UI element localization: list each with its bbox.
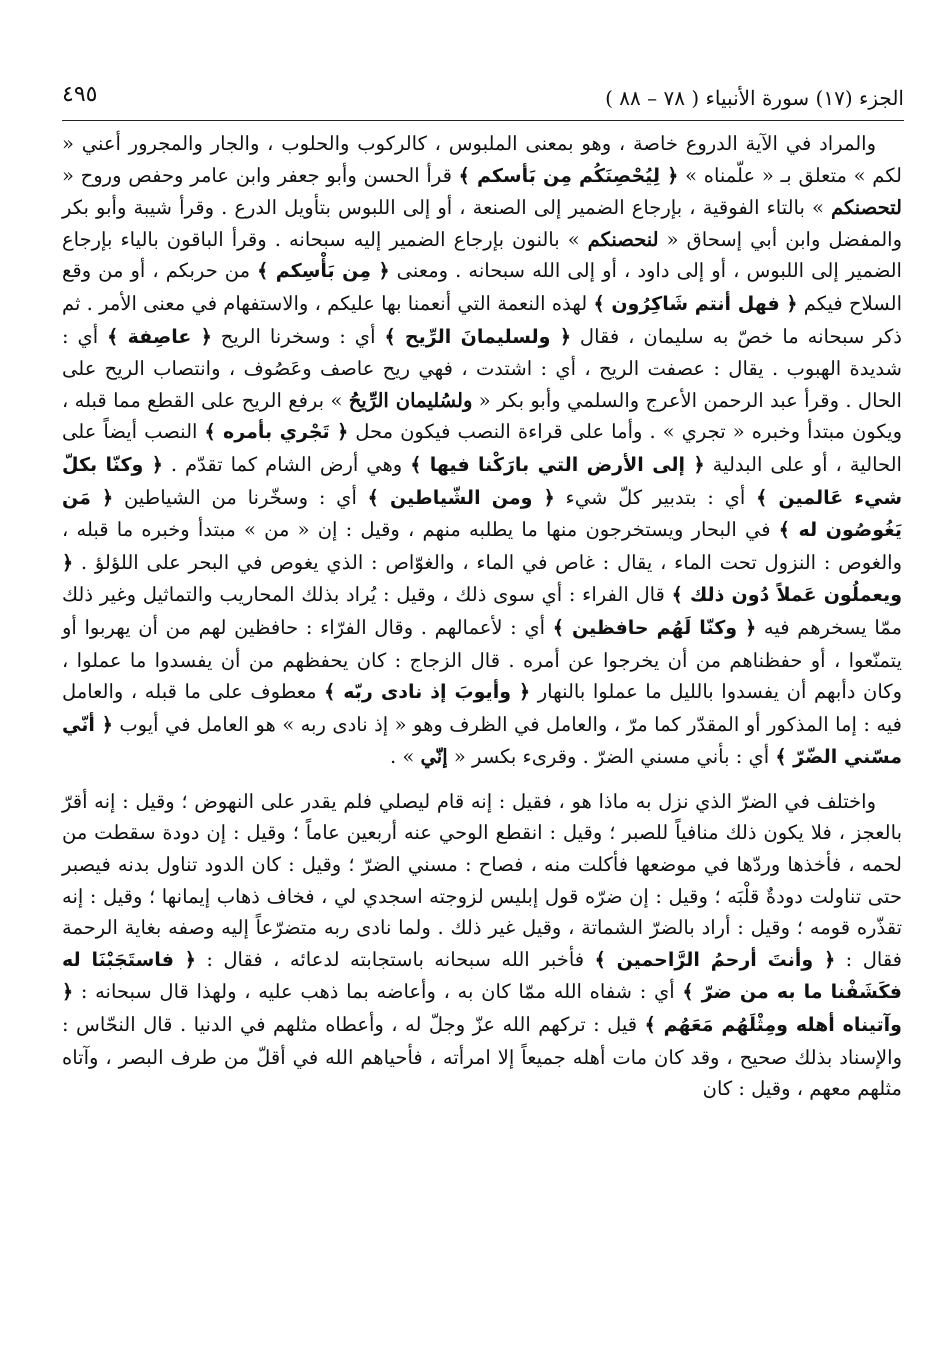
quran-verse: ﴿ ولسليمانَ الرِّيح ﴾ [384, 325, 571, 348]
text-run: النصب أيضاً على الحالية ، أو على البدلية [62, 420, 902, 476]
quran-verse: ﴿ إلى الأرض التي بارَكْنا فيها ﴾ [410, 453, 705, 476]
quran-verse: ﴿ أنّي مسّني الضّرّ ﴾ [62, 713, 902, 769]
page-header [62, 78, 904, 118]
reading-variant: لتحصنكم [831, 196, 902, 220]
text-run: » . [390, 745, 421, 769]
quran-verse: ﴿ فهل أنتم شَاكِرُون ﴾ [593, 292, 798, 315]
quran-verse: ﴿ ومن الشّياطين ﴾ [367, 486, 555, 509]
paragraph [62, 786, 902, 1105]
text-run: والمراد في الآية الدروع خاصة ، وهو بمعنى الملبوس ، كالركوب والحلوب ، والجار والمجرور أعني « لكم » متعلق بـ « علّمناه » [62, 132, 902, 187]
header-rule [62, 120, 904, 121]
paragraph [62, 128, 902, 774]
text-run: واختلف في الضرّ الذي نزل به ماذا هو ، فقيل : إنه قام ليصلي فلم يقدر على النهوض ؛ وقيل : إنه أقرّ بالعجز ، فلا يكون ذلك منافياً للصبر ؛ وقيل : انقطع الوحي عنه أربعين عاماً ؛ وقيل : إن دودة سقطت من لحمه ، فأخذها وردّها في موضعها فأكلت منه ، فصاح : مسني الضرّ ؛ وقيل : كان الدود تناول بدنه فيصبر حتى تناولت دودةٌ قلْبَه ؛ وقيل : إن ضرّه قول إبليس لزوجته اسجدي لي ، فخاف ذهاب إيمانها ؛ وقيل : إنه تقذّره قومه ؛ وقيل : أراد بالضرّ الشماتة ، وقيل غير ذلك . ولما نادى ربه متضرّعاً إليه وصفه بغاية الرحمة فقال : [62, 789, 902, 971]
reading-variant: لنحصنكم [587, 227, 659, 251]
text-run: قال الفراء : أي سوى ذلك ، وقيل : يُراد بذلك المحاريب والتماثيل وغير ذلك ممّا يسخرهم فيه [62, 583, 902, 639]
text-run: قيل : تركهم الله عزّ وجلّ له ، وأعطاه مثلهم في الدنيا . قال النحّاس : والإسناد بذلك صحيح ، وقد كان مات أهله جميعاً إلا امرأته ، فأحياهم الله في أقلّ من طرف البصر ، وآتاه مثلهم معهم ، وقيل : كان [62, 1013, 902, 1101]
text-run: » بالنون بإرجاع الضمير إليه سبحانه . وقرأ الباقون بالياء بإرجاع الضمير إلى اللبوس ، أو إلى داود ، أو إلى الله سبحانه . ومعنى [62, 227, 902, 283]
quran-verse: ﴿ تَجْري بأمره ﴾ [204, 421, 349, 444]
reading-variant: إنّي [420, 745, 448, 769]
quran-verse: ﴿ وأنتَ أرحمُ الرَّاحمين ﴾ [594, 948, 836, 971]
page-number: ٤٩٥ [62, 82, 98, 107]
text-run: أي : لأعمالهم . وقال الفرّاء : حافظين لهم من أن يهربوا أو يتمنّعوا ، أو حفظناهم من أن يخرجوا عن أمره . قال الزجاج : كان يحفظهم من أن يفسدوا ما عملوا ، وكان دأبهم أن يفسدوا بالليل ما عملوا بالنهار [62, 615, 902, 704]
quran-verse: ﴿ وكنّا لَهُم حافظين ﴾ [552, 616, 757, 639]
reading-variant: ولسُليمان الرِّيحُ [348, 388, 473, 412]
text-run: لهذه النعمة التي أنعمنا بها عليكم ، والاستفهام في معنى الأمر . ثم ذكر سبحانه ما خصّ به سليمان ، فقال [62, 291, 902, 348]
body-text [62, 128, 902, 1105]
text-run: قرأ الحسن وأبو جعفر وابن عامر وحفص وروح « [62, 163, 459, 187]
text-run: أي : وسخّرنا من الشياطين [113, 485, 368, 509]
text-run: » برفع الريح على القطع مما قبله ، ويكون مبتدأ وخبره « تجري » . وأما على قراءة النصب فيكون محل [62, 388, 902, 444]
quran-verse: ﴿ عاصِفة ﴾ [107, 325, 212, 348]
text-run: » بالتاء الفوقية ، بإرجاع الضمير إلى الصنعة ، أو إلى اللبوس بتأويل الدرع . وقرأ شيبة وأبو بكر والمفضل وابن أبي إسحاق « [62, 196, 902, 251]
quran-verse: ﴿ وآتيناه أهله ومِثْلَهُم مَعَهُم ﴾ [62, 981, 902, 1037]
text-run: في البحار ويستخرجون منها ما يطلبه منهم ، وقيل : إن « من » مبتدأ وخبره ما قبله ، والغوص : النزول تحت الماء ، يقال : غاص في الماء ، والغوّاص : الذي يغوص في البحر على اللؤلؤ . [62, 518, 902, 574]
quran-verse: ﴿ لِيُحْصِنَكُم مِن بَأسكم ﴾ [458, 164, 679, 187]
quran-verse: ﴿ وأيوبَ إذ نادى ربّه ﴾ [324, 681, 531, 704]
text-run: معطوف على ما قبله ، والعامل فيه : إما المذكور أو المقدّر كما مرّ ، والعامل في الظرف وهو « إذ نادى ربه » هو العامل في أيوب [62, 680, 902, 736]
running-head: الجزء (١٧) سورة الأنبياء ( ٧٨ – ٨٨ ) [605, 86, 904, 110]
text-run: أي : وسخرنا الريح [211, 324, 385, 348]
text-run: فأخبر الله سبحانه باستجابته لدعائه ، فقال : [195, 947, 595, 971]
quran-verse: ﴿ مَن يَغُوصُون له ﴾ [62, 486, 903, 542]
quran-verse: ﴿ وكنّا بكلّ شيء عَالمين ﴾ [62, 453, 903, 509]
text-run: من حربكم ، أو من وقع السلاح فيكم [62, 259, 902, 315]
quran-verse: ﴿ مِن بَأْسِكم ﴾ [257, 260, 390, 283]
text-run: أي : شديدة الهبوب . يقال : عصفت الريح ، أي : اشتدت ، فهي ريح عاصف وعَصُوف ، وانتصاب الريح على الحال . وقرأ عبد الرحمن الأعرج والسلمي وأبو بكر « [62, 324, 902, 412]
text-run: أي : بأني مسني الضرّ . وقرىء بكسر « [447, 745, 776, 769]
text-run: أي : شفاه الله ممّا كان به ، وأعاضه بما ذهب عليه ، ولهذا قال سبحانه : [73, 980, 683, 1004]
text-run: وهي أرض الشام كما تقدّم . [162, 452, 411, 476]
quran-verse: ﴿ فاستَجَبْنَا له فكَشَفْنا ما به من ضرّ ﴾ [62, 948, 902, 1004]
text-run: أي : بتدبير كلّ شيء [554, 485, 757, 509]
quran-verse: ﴿ ويعملُون عَملاً دُون ذلك ﴾ [62, 551, 903, 607]
